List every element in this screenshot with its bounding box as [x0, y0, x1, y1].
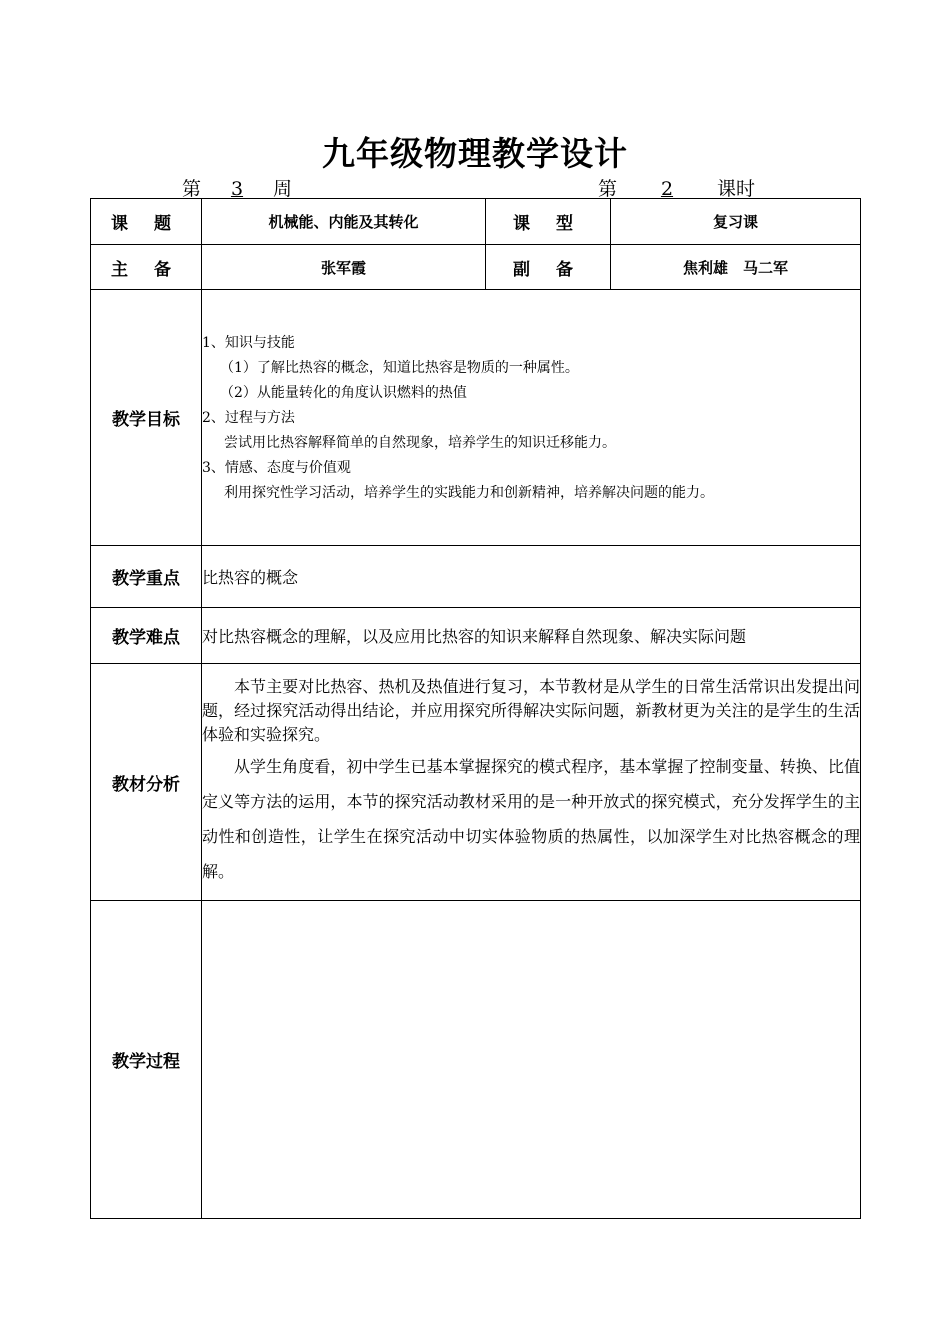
analysis-paragraph: 从学生角度看，初中学生已基本掌握探究的模式程序，基本掌握了控制变量、转换、比值定义等方法的运用，本节的探究活动教材采用的是一种开放式的探究模式，充分发挥学生的主动性和创造性，让学生在探究活动中切实体验物质的热属性，以加深学生对比热容概念的理解。 [202, 757, 860, 881]
lesson-type-value: 复习课 [611, 199, 861, 245]
objectives-content [202, 290, 861, 546]
topic-value: 机械能、内能及其转化 [202, 199, 486, 245]
objectives-label: 教学目标 [91, 290, 202, 546]
topic-label: 课 题 [91, 199, 202, 245]
process-content[interactable] [202, 901, 861, 1219]
week-suffix: 周 [273, 178, 293, 200]
page-title: 九年级物理教学设计 [322, 134, 628, 173]
key-point-label: 教学重点 [91, 546, 202, 608]
key-point-row [91, 546, 861, 608]
objective-line: （1）了解比热容的概念，知道比热容是物质的一种属性。 [220, 360, 579, 376]
objectives-row [91, 290, 861, 546]
key-point-value: 比热容的概念 [202, 546, 861, 608]
lesson-plan-table [90, 198, 861, 1219]
objective-line: 2、过程与方法 [202, 410, 295, 426]
preparer-row [91, 245, 861, 290]
week-number: 3 [230, 178, 244, 200]
week-prefix: 第 [182, 178, 202, 200]
assistant-preparer-label: 副 备 [486, 245, 611, 290]
period-line [598, 174, 755, 201]
topic-row [91, 199, 861, 245]
process-label: 教学过程 [91, 901, 202, 1219]
difficulty-row [91, 608, 861, 664]
analysis-label: 教材分析 [91, 664, 202, 901]
difficulty-value: 对比热容概念的理解，以及应用比热容的知识来解释自然现象、解决实际问题 [202, 608, 861, 664]
objective-line: 尝试用比热容解释简单的自然现象，培养学生的知识迁移能力。 [224, 435, 616, 451]
week-line [182, 174, 292, 201]
objective-line: 3、情感、态度与价值观 [202, 460, 351, 476]
period-number: 2 [660, 178, 674, 200]
assistant-preparer-value: 焦利雄 马二军 [611, 245, 861, 290]
objective-line: （2）从能量转化的角度认识燃料的热值 [220, 385, 467, 401]
objective-line: 利用探究性学习活动，培养学生的实践能力和创新精神，培养解决问题的能力。 [224, 485, 714, 501]
analysis-content [202, 664, 861, 901]
difficulty-label: 教学难点 [91, 608, 202, 664]
lead-preparer-label: 主 备 [91, 245, 202, 290]
period-suffix: 课时 [717, 178, 756, 200]
analysis-paragraph: 本节主要对比热容、热机及热值进行复习，本节教材是从学生的日常生活常识出发提出问题，经过探究活动得出结论，并应用探究所得解决实际问题，新教材更为关注的是学生的生活体验和实验探究。 [202, 677, 860, 744]
lesson-type-label: 课 型 [486, 199, 611, 245]
objective-line: 1、知识与技能 [202, 335, 295, 351]
lead-preparer-value: 张军霞 [202, 245, 486, 290]
process-row [91, 901, 861, 1219]
analysis-row [91, 664, 861, 901]
period-prefix: 第 [598, 178, 618, 200]
